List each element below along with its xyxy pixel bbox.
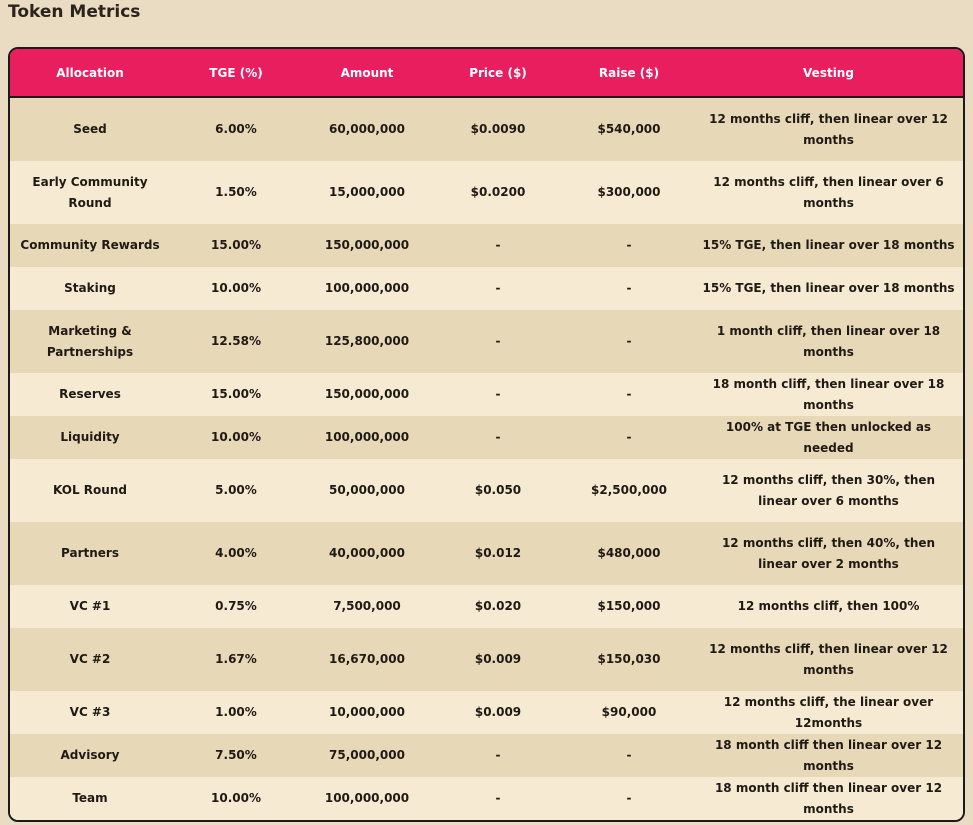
header-tge: TGE (%) [170, 49, 302, 97]
cell-tge: 15.00% [170, 224, 302, 267]
cell-vesting: 18 month cliff then linear over 12 months [694, 777, 963, 820]
token-metrics-table-container [8, 47, 965, 822]
cell-allocation: KOL Round [10, 459, 170, 522]
cell-tge: 7.50% [170, 734, 302, 777]
cell-vesting: 18 month cliff, then linear over 18 months [694, 373, 963, 416]
cell-amount: 150,000,000 [302, 373, 432, 416]
cell-allocation: Community Rewards [10, 224, 170, 267]
table-row [10, 373, 963, 416]
cell-amount: 15,000,000 [302, 161, 432, 224]
cell-price: - [432, 416, 564, 459]
table-row [10, 224, 963, 267]
cell-raise: $90,000 [564, 691, 694, 734]
cell-allocation: Partners [10, 522, 170, 585]
table-row [10, 310, 963, 373]
table-row [10, 267, 963, 310]
cell-price: - [432, 734, 564, 777]
cell-raise: $300,000 [564, 161, 694, 224]
cell-price: $0.0090 [432, 97, 564, 161]
table-row [10, 416, 963, 459]
cell-price: - [432, 310, 564, 373]
cell-amount: 100,000,000 [302, 777, 432, 820]
cell-amount: 10,000,000 [302, 691, 432, 734]
header-allocation: Allocation [10, 49, 170, 97]
cell-price: - [432, 777, 564, 820]
cell-vesting: 15% TGE, then linear over 18 months [694, 267, 963, 310]
cell-price: $0.012 [432, 522, 564, 585]
cell-amount: 75,000,000 [302, 734, 432, 777]
cell-tge: 1.00% [170, 691, 302, 734]
cell-vesting: 12 months cliff, then 100% [694, 585, 963, 628]
cell-allocation: Liquidity [10, 416, 170, 459]
cell-tge: 10.00% [170, 777, 302, 820]
cell-price: $0.020 [432, 585, 564, 628]
cell-allocation: Marketing & Partnerships [10, 310, 170, 373]
cell-tge: 4.00% [170, 522, 302, 585]
table-body [10, 97, 963, 820]
cell-allocation: Advisory [10, 734, 170, 777]
cell-tge: 6.00% [170, 97, 302, 161]
cell-tge: 10.00% [170, 416, 302, 459]
cell-raise: $480,000 [564, 522, 694, 585]
cell-tge: 12.58% [170, 310, 302, 373]
cell-price: $0.009 [432, 691, 564, 734]
cell-tge: 0.75% [170, 585, 302, 628]
cell-amount: 125,800,000 [302, 310, 432, 373]
cell-raise: $2,500,000 [564, 459, 694, 522]
cell-raise: - [564, 416, 694, 459]
cell-price: $0.009 [432, 628, 564, 691]
cell-raise: - [564, 267, 694, 310]
cell-vesting: 100% at TGE then unlocked as needed [694, 416, 963, 459]
table-row [10, 585, 963, 628]
cell-raise: - [564, 310, 694, 373]
table-row [10, 97, 963, 161]
cell-tge: 5.00% [170, 459, 302, 522]
table-row [10, 691, 963, 734]
header-price: Price ($) [432, 49, 564, 97]
cell-raise: - [564, 777, 694, 820]
table-header [10, 49, 963, 97]
header-vesting: Vesting [694, 49, 963, 97]
cell-raise: $150,030 [564, 628, 694, 691]
cell-tge: 15.00% [170, 373, 302, 416]
cell-vesting: 12 months cliff, then linear over 12 months [694, 628, 963, 691]
cell-amount: 40,000,000 [302, 522, 432, 585]
cell-vesting: 15% TGE, then linear over 18 months [694, 224, 963, 267]
cell-vesting: 12 months cliff, then linear over 6 months [694, 161, 963, 224]
cell-allocation: Team [10, 777, 170, 820]
cell-raise: - [564, 734, 694, 777]
cell-vesting: 12 months cliff, then 30%, then linear over 6 months [694, 459, 963, 522]
header-amount: Amount [302, 49, 432, 97]
cell-price: - [432, 267, 564, 310]
cell-raise: - [564, 373, 694, 416]
cell-amount: 150,000,000 [302, 224, 432, 267]
cell-vesting: 12 months cliff, the linear over 12months [694, 691, 963, 734]
table-row [10, 459, 963, 522]
cell-tge: 1.50% [170, 161, 302, 224]
cell-amount: 100,000,000 [302, 416, 432, 459]
cell-raise: - [564, 224, 694, 267]
cell-amount: 7,500,000 [302, 585, 432, 628]
cell-raise: $150,000 [564, 585, 694, 628]
cell-allocation: Reserves [10, 373, 170, 416]
header-row [10, 49, 963, 97]
table-row [10, 777, 963, 820]
cell-price: $0.050 [432, 459, 564, 522]
cell-vesting: 12 months cliff, then 40%, then linear over 2 months [694, 522, 963, 585]
cell-vesting: 12 months cliff, then linear over 12 months [694, 97, 963, 161]
cell-tge: 10.00% [170, 267, 302, 310]
cell-amount: 60,000,000 [302, 97, 432, 161]
cell-raise: $540,000 [564, 97, 694, 161]
cell-amount: 16,670,000 [302, 628, 432, 691]
cell-vesting: 18 month cliff then linear over 12 months [694, 734, 963, 777]
table-row [10, 628, 963, 691]
cell-price: $0.0200 [432, 161, 564, 224]
cell-vesting: 1 month cliff, then linear over 18 months [694, 310, 963, 373]
table-row [10, 522, 963, 585]
cell-price: - [432, 373, 564, 416]
cell-allocation: Staking [10, 267, 170, 310]
cell-allocation: Seed [10, 97, 170, 161]
table-row [10, 734, 963, 777]
cell-price: - [432, 224, 564, 267]
header-raise: Raise ($) [564, 49, 694, 97]
cell-allocation: VC #2 [10, 628, 170, 691]
cell-allocation: VC #3 [10, 691, 170, 734]
cell-allocation: Early Community Round [10, 161, 170, 224]
cell-tge: 1.67% [170, 628, 302, 691]
cell-amount: 50,000,000 [302, 459, 432, 522]
page-title: Token Metrics [8, 2, 141, 22]
table-row [10, 161, 963, 224]
cell-allocation: VC #1 [10, 585, 170, 628]
token-metrics-table [10, 49, 963, 820]
cell-amount: 100,000,000 [302, 267, 432, 310]
